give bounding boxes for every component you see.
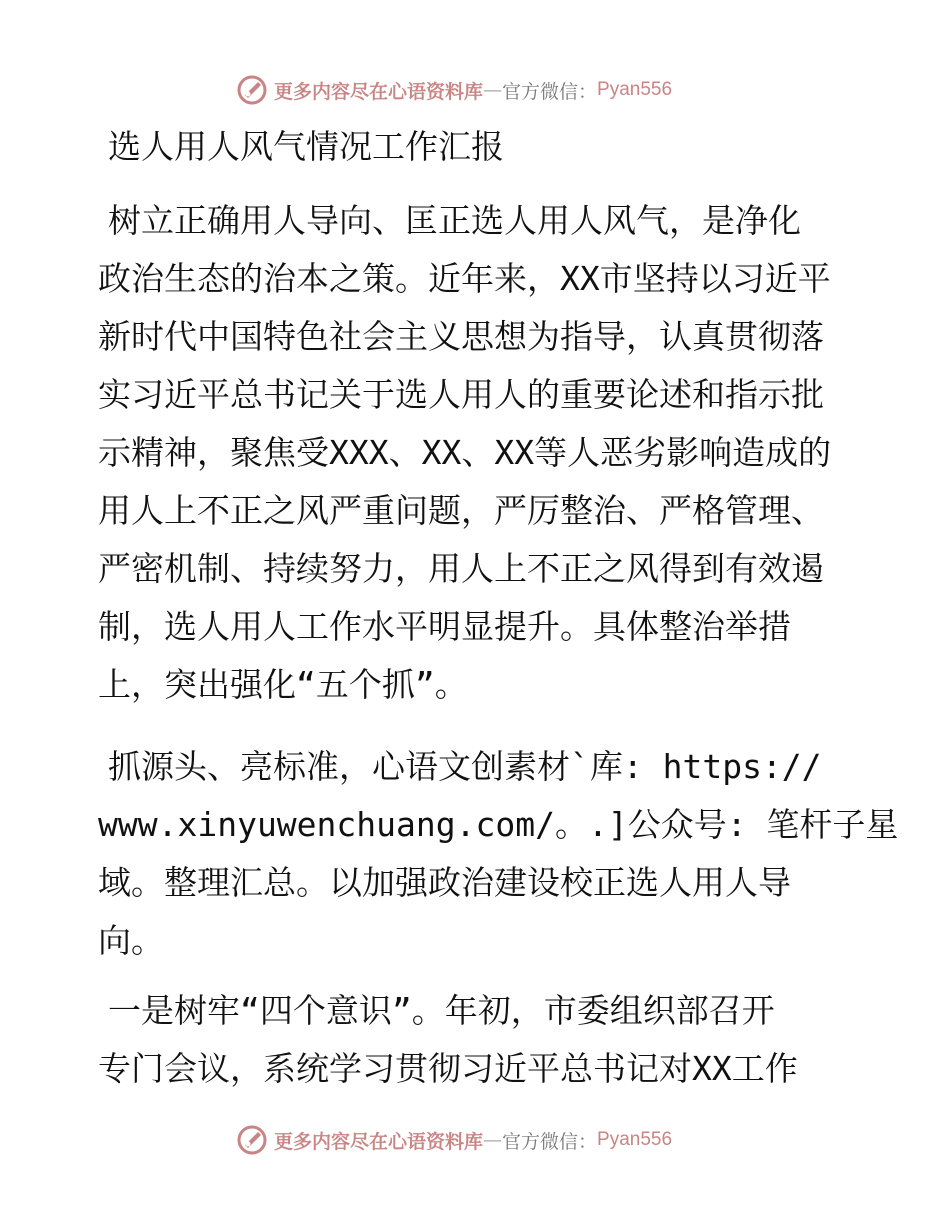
- paragraph-line: 树立正确用人导向、匡正选人用人风气，是净化: [108, 201, 801, 240]
- brand-logo-icon: [236, 74, 268, 106]
- paragraph-line: 严密机制、持续努力，用人上不正之风得到有效遏: [98, 549, 824, 588]
- paragraph-line: 向。: [98, 921, 164, 960]
- paragraph-intro: [98, 192, 868, 714]
- paragraph-line: 实习近平总书记关于选人用人的重要论述和指示批: [98, 375, 824, 414]
- footer-watermark: [236, 1122, 672, 1158]
- document-title: 选人用人风气情况工作汇报: [108, 127, 504, 166]
- paragraph-point-one: [98, 982, 868, 1098]
- paragraph-source: [98, 738, 899, 970]
- paragraph-line: 上，突出强化“五个抓”。: [98, 665, 468, 704]
- paragraph-line: 抓源头、亮标准，心语文创素材`库: https://: [108, 747, 822, 786]
- paragraph-line: 制，选人用人工作水平明显提升。具体整治举措: [98, 607, 791, 646]
- paragraph-line: 专门会议，系统学习贯彻习近平总书记对XX工作: [98, 1049, 798, 1088]
- watermark-official-label: 官方微信：: [502, 80, 598, 103]
- watermark-separator: —: [483, 1129, 503, 1151]
- paragraph-line: 新时代中国特色社会主义思想为指导，认真贯彻落: [98, 317, 824, 356]
- paragraph-line: 一是树牢“四个意识”。年初，市委组织部召开: [108, 991, 775, 1030]
- paragraph-line: www.xinyuwenchuang.com/。.]公众号: 笔杆子星: [98, 805, 899, 844]
- paragraph-line: 示精神，聚焦受XXX、XX、XX等人恶劣影响造成的: [98, 433, 832, 472]
- watermark-brand-text: 更多内容尽在心语资料库: [274, 80, 484, 103]
- paragraph-line: 域。整理汇总。以加强政治建设校正选人用人导: [98, 863, 791, 902]
- watermark-wechat-id: Pyan556: [597, 1129, 673, 1150]
- watermark-official-label: 官方微信：: [502, 1130, 598, 1153]
- paragraph-line: 用人上不正之风严重问题，严厉整治、严格管理、: [98, 491, 824, 530]
- header-watermark: [236, 72, 672, 108]
- watermark-separator: —: [483, 79, 503, 101]
- brand-logo-icon: [236, 1124, 268, 1156]
- watermark-brand-text: 更多内容尽在心语资料库: [274, 1130, 484, 1153]
- watermark-wechat-id: Pyan556: [597, 79, 673, 100]
- paragraph-line: 政治生态的治本之策。近年来，XX市坚持以习近平: [98, 259, 831, 298]
